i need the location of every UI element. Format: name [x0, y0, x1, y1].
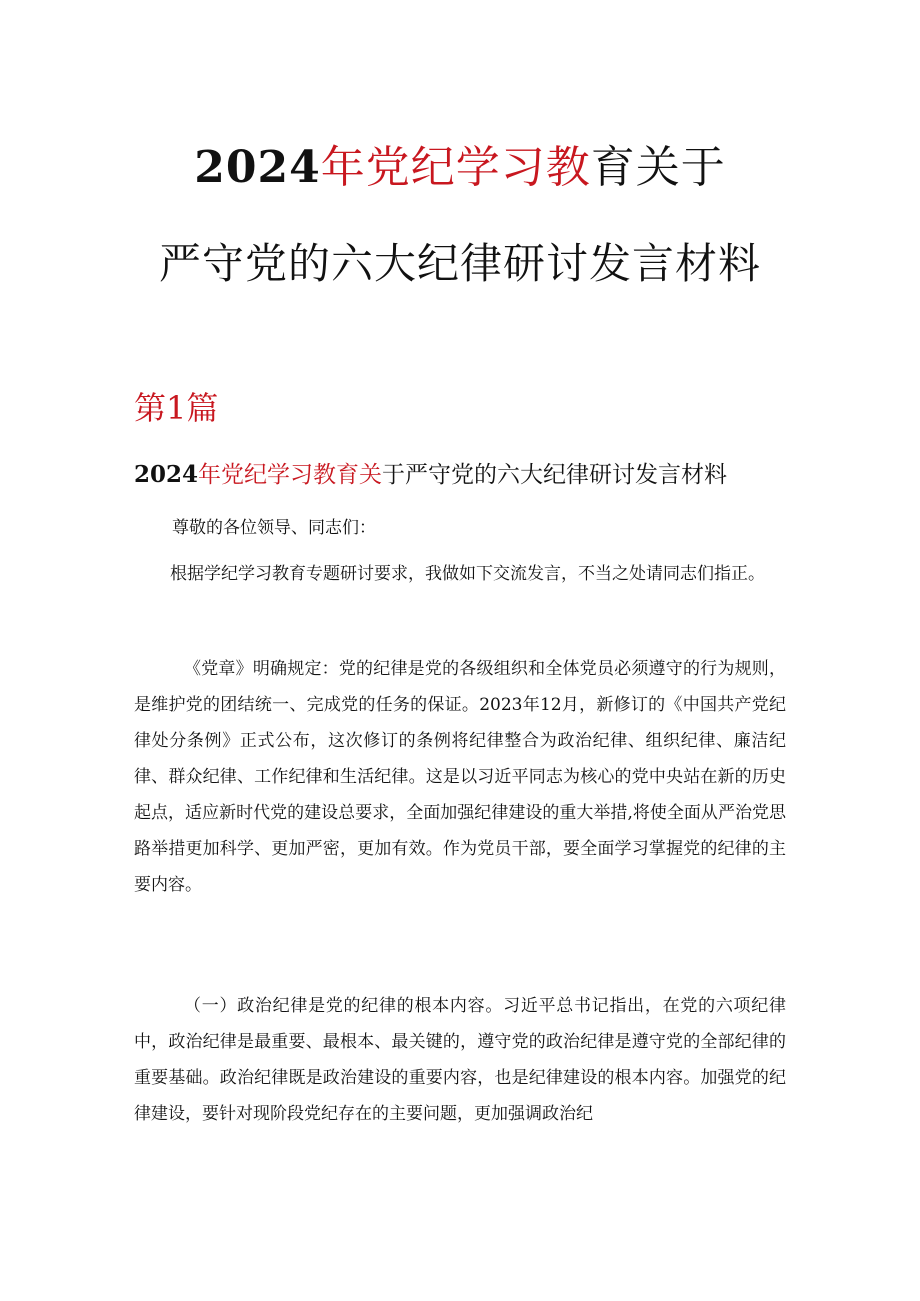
paragraph-intro: 根据学纪学习教育专题研讨要求，我做如下交流发言，不当之处请同志们指正。 — [170, 564, 765, 584]
greeting: 尊敬的各位领导、同志们： — [172, 518, 376, 538]
article-heading — [134, 456, 727, 494]
article-heading-red-segment: 年党纪学习教育关 — [198, 462, 383, 488]
document-title-line-1 — [0, 140, 920, 196]
article-heading-dark-segment: 于严守党的六大纪律研讨发言材料 — [382, 462, 728, 488]
title-year: 2024 — [194, 142, 321, 193]
part-heading: 第1篇 — [134, 389, 219, 427]
document-title-line-2: 严守党的六大纪律研讨发言材料 — [158, 239, 761, 288]
title-dark-segment: 育关于 — [590, 142, 726, 193]
article-heading-year: 2024 — [134, 461, 199, 488]
paragraph-political-discipline: （一）政治纪律是党的纪律的根本内容。习近平总书记指出，在党的六项纪律中，政治纪律是最重要、最根本、最关键的，遵守党的政治纪律是遵守党的全部纪律的重要基础。政治纪律既是政治建设的重要内容，也是纪律建设的根本内容。加强党的纪律建设，要针对现阶段党纪存在的主要问题，更加强调政治纪 — [134, 996, 786, 1124]
paragraph-party-constitution: 《党章》明确规定：党的纪律是党的各级组织和全体党员必须遵守的行为规则，是维护党的团结统一、完成党的任务的保证。2023年12月，新修订的《中国共产党纪律处分条例》正式公布，这次修订的条例将纪律整合为政治纪律、组织纪律、廉洁纪律、群众纪律、工作纪律和生活纪律。这是以习近平同志为核心的党中央站在新的历史起点，适应新时代党的建设总要求，全面加强纪律建设的重大举措,将使全面从严治党思路举措更加科学、更加严密，更加有效。作为党员干部，要全面学习掌握党的纪律的主要内容。 — [134, 659, 786, 895]
title-red-segment: 年党纪学习教 — [320, 142, 591, 193]
